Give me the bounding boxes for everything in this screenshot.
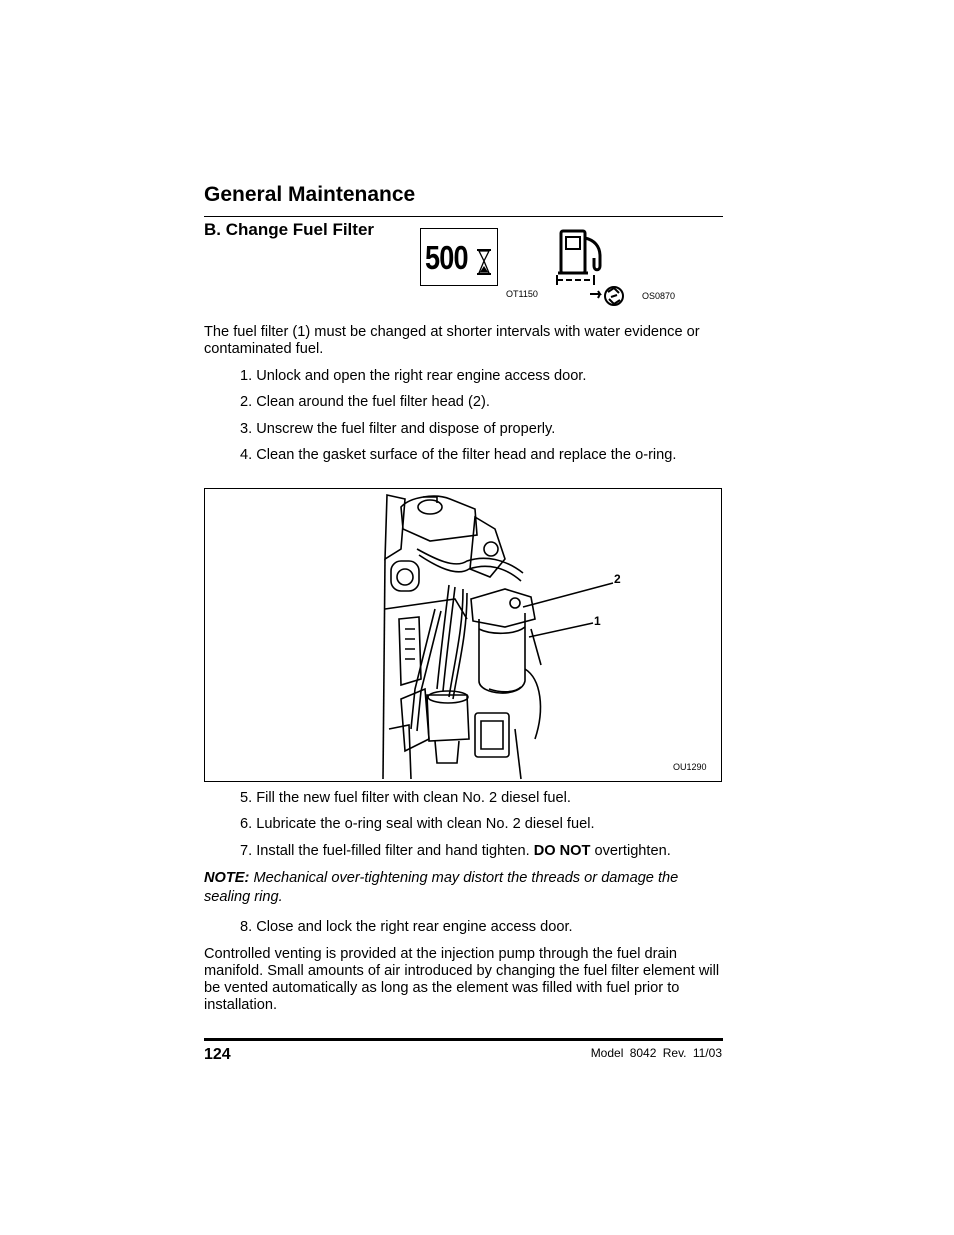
- sub-title: B. Change Fuel Filter: [204, 220, 375, 239]
- step-8: 8. Close and lock the right rear engine access door.: [240, 919, 573, 935]
- step-5: 5. Fill the new fuel filter with clean No. 2 diesel fuel.: [240, 790, 571, 806]
- service-icon-code: OT1150: [506, 289, 538, 299]
- step-7: [240, 843, 671, 860]
- header-rule: [204, 216, 723, 217]
- hourglass-icon: [476, 249, 492, 275]
- note-label: NOTE:: [204, 870, 250, 886]
- note: [204, 869, 723, 907]
- section-title: General Maintenance: [204, 183, 416, 206]
- fuel-pump-icon: [554, 228, 606, 286]
- step-7-warning: DO NOT: [533, 843, 591, 859]
- note-text: Mechanical over-tightening may distort the threads or damage the sealing ring.: [204, 870, 679, 905]
- step-2: 2. Clean around the fuel filter head (2).: [240, 394, 490, 410]
- model-revision: Model 8042 Rev. 11/03: [590, 1046, 722, 1060]
- step-7-text: 7. Install the fuel-filled filter and hand tighten.: [240, 843, 534, 859]
- figure-code: OU1290: [673, 762, 707, 772]
- step-6: 6. Lubricate the o-ring seal with clean No. 2 diesel fuel.: [240, 816, 595, 832]
- fuel-icon-code: OS0870: [642, 291, 676, 301]
- engine-figure: [204, 488, 722, 782]
- step-7-tail: overtighten.: [590, 843, 671, 859]
- step-3: 3. Unscrew the fuel filter and dispose of properly.: [240, 421, 556, 437]
- callout-2: 2: [614, 572, 621, 586]
- intro-paragraph: The fuel filter (1) must be changed at shorter intervals with water evidence or contaminated fuel.: [204, 324, 700, 357]
- recycle-icon: [588, 284, 628, 308]
- service-hours: 500: [425, 239, 468, 276]
- page-number: 124: [204, 1046, 231, 1063]
- closing-paragraph: Controlled venting is provided at the injection pump through the fuel drain manifold. Small amounts of air introduced by changing the fuel filter element will be vented automatically as long as the element was filled with fuel prior to installation.: [204, 946, 720, 1013]
- callout-1: 1: [594, 614, 601, 628]
- footer-rule: [204, 1038, 723, 1041]
- step-4: 4. Clean the gasket surface of the filter head and replace the o-ring.: [240, 447, 677, 463]
- step-1: 1. Unlock and open the right rear engine access door.: [240, 368, 587, 384]
- engine-illustration: [205, 489, 721, 781]
- service-interval-box: [420, 228, 498, 286]
